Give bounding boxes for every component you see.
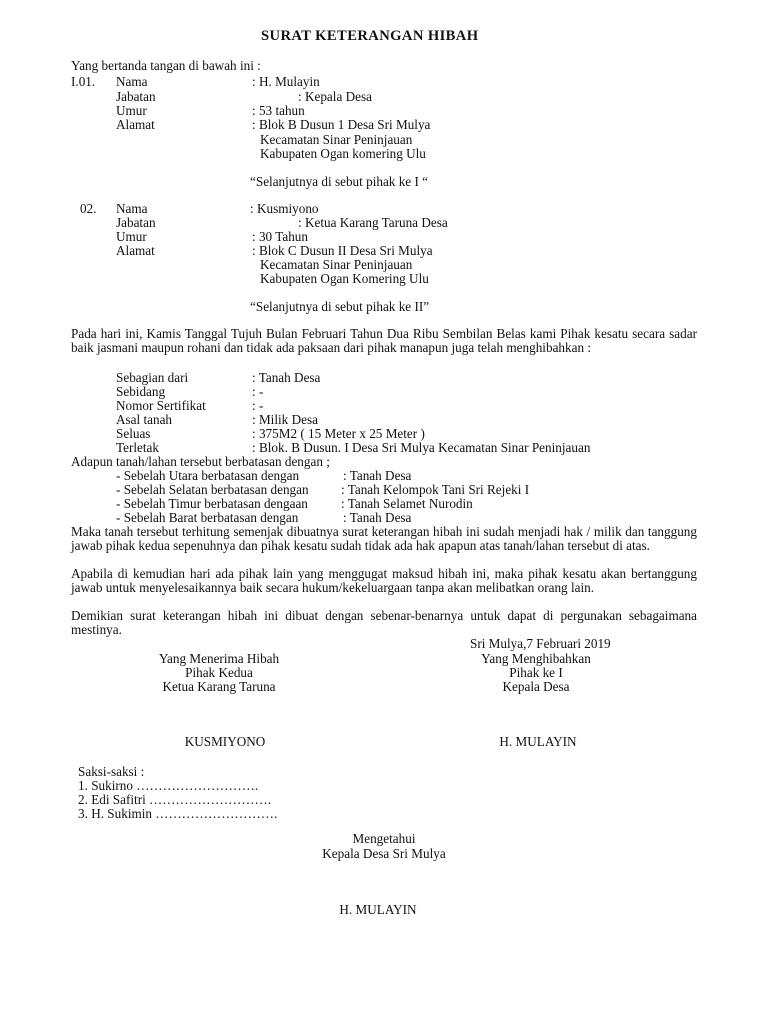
party1-number: I.01. xyxy=(71,74,96,89)
borders-intro: Adapun tanah/lahan tersebut berbatasan dengan ; xyxy=(71,454,330,469)
document-title: SURAT KETERANGAN HIBAH xyxy=(261,28,479,44)
witness-title: Saksi-saksi : xyxy=(78,764,145,779)
party2-alamat-line1: : Blok C Dusun II Desa Sri Mulya xyxy=(252,243,433,258)
receiver-line1: Yang Menerima Hibah xyxy=(158,651,280,666)
party1-label-nama: Nama xyxy=(116,74,148,89)
party1-alamat-line3: Kabupaten Ogan komering Ulu xyxy=(260,146,426,161)
property-value: : Blok. B Dusun. I Desa Sri Mulya Kecamatan Sinar Peninjauan xyxy=(252,440,591,455)
witness-line: 1. Sukirno ………………………. xyxy=(78,778,259,793)
party2-nama: : Kusmiyono xyxy=(250,201,319,216)
border-value: : Tanah Desa xyxy=(343,510,412,525)
border-label: - Sebelah Barat berbatasan dengan xyxy=(116,510,299,525)
property-label: Asal tanah xyxy=(116,412,173,427)
border-value: : Tanah Selamet Nurodin xyxy=(341,496,473,511)
property-value: : Milik Desa xyxy=(252,412,318,427)
receiver-line2: Pihak Kedua xyxy=(185,665,253,680)
transfer-paragraph: Maka tanah tersebut terhitung semenjak dibuatnya surat keterangan hibah ini sudah menjadi hak / milik dan tanggung jawab pihak kedua sepenuhnya dan pihak kesatu sudah tidak ada hak apapun atas tanah/lahan tersebut di atas. xyxy=(71,524,697,553)
acknowledge-line2: Kepala Desa Sri Mulya xyxy=(322,846,446,861)
receiver-line3: Ketua Karang Taruna xyxy=(162,679,276,694)
giver-line3: Kepala Desa xyxy=(502,679,570,694)
border-label: - Sebelah Timur berbatasan dengaan xyxy=(116,496,308,511)
giver-line2: Pihak ke I xyxy=(509,665,563,680)
property-label: Seluas xyxy=(116,426,151,441)
party2-label-nama: Nama xyxy=(116,201,148,216)
property-value: : Tanah Desa xyxy=(252,370,321,385)
border-label: - Sebelah Selatan berbatasan dengan xyxy=(116,482,309,497)
property-label: Sebagian dari xyxy=(116,370,189,385)
party1-label-jabatan: Jabatan xyxy=(116,89,156,104)
acknowledge-name: H. MULAYIN xyxy=(339,902,417,917)
giver-name: H. MULAYIN xyxy=(499,734,577,749)
acknowledge-line1: Mengetahui xyxy=(352,831,416,846)
party1-label-umur: Umur xyxy=(116,103,147,118)
witness-line: 3. H. Sukimin ………………………. xyxy=(78,806,278,821)
border-label: - Sebelah Utara berbatasan dengan xyxy=(116,468,300,483)
party2-jabatan: : Ketua Karang Taruna Desa xyxy=(298,215,448,230)
opening-paragraph: Pada hari ini, Kamis Tanggal Tujuh Bulan Februari Tahun Dua Ribu Sembilan Belas kami Pihak kesatu secara sadar baik jasmani maupun rohani dan tidak ada paksaan dari pihak manapun juga telah menghibahkan : xyxy=(71,326,697,355)
party2-umur: : 30 Tahun xyxy=(252,229,308,244)
party2-label-alamat: Alamat xyxy=(116,243,155,258)
party2-label-umur: Umur xyxy=(116,229,147,244)
party2-alamat-line3: Kabupaten Ogan Komering Ulu xyxy=(260,271,429,286)
party2-label-jabatan: Jabatan xyxy=(116,215,156,230)
property-value: : - xyxy=(252,384,264,399)
property-value: : - xyxy=(252,398,264,413)
party1-alamat-line2: Kecamatan Sinar Peninjauan xyxy=(260,132,413,147)
witness-line: 2. Edi Safitri ………………………. xyxy=(78,792,272,807)
party1-umur: : 53 tahun xyxy=(252,103,305,118)
intro-text: Yang bertanda tangan di bawah ini : xyxy=(71,58,261,73)
party2-note: “Selanjutnya di sebut pihak ke II” xyxy=(250,299,430,314)
property-value: : 375M2 ( 15 Meter x 25 Meter ) xyxy=(252,426,425,441)
party1-alamat-line1: : Blok B Dusun 1 Desa Sri Mulya xyxy=(252,117,431,132)
property-label: Terletak xyxy=(116,440,160,455)
party1-nama: : H. Mulayin xyxy=(252,74,320,89)
party1-note: “Selanjutnya di sebut pihak ke I “ xyxy=(250,174,428,189)
giver-line1: Yang Menghibahkan xyxy=(481,651,591,666)
receiver-name: KUSMIYONO xyxy=(184,734,266,749)
party1-label-alamat: Alamat xyxy=(116,117,155,132)
border-value: : Tanah Desa xyxy=(343,468,412,483)
property-label: Sebidang xyxy=(116,384,166,399)
party2-number: 02. xyxy=(80,201,97,216)
border-value: : Tanah Kelompok Tani Sri Rejeki I xyxy=(341,482,530,497)
dispute-paragraph: Apabila di kemudian hari ada pihak lain yang menggugat maksud hibah ini, maka pihak kesatu akan bertanggung jawab untuk menyelesaikannya baik secara hukum/kekeluargaan tanpa akan melibatkan orang lain. xyxy=(71,566,697,595)
closing-paragraph: Demikian surat keterangan hibah ini dibuat dengan sebenar-benarnya untuk dapat di pergunakan sebagaimana mestinya. xyxy=(71,608,697,637)
party1-jabatan: : Kepala Desa xyxy=(298,89,372,104)
property-label: Nomor Sertifikat xyxy=(116,398,206,413)
party2-alamat-line2: Kecamatan Sinar Peninjauan xyxy=(260,257,413,272)
place-date: Sri Mulya,7 Februari 2019 xyxy=(470,636,611,651)
